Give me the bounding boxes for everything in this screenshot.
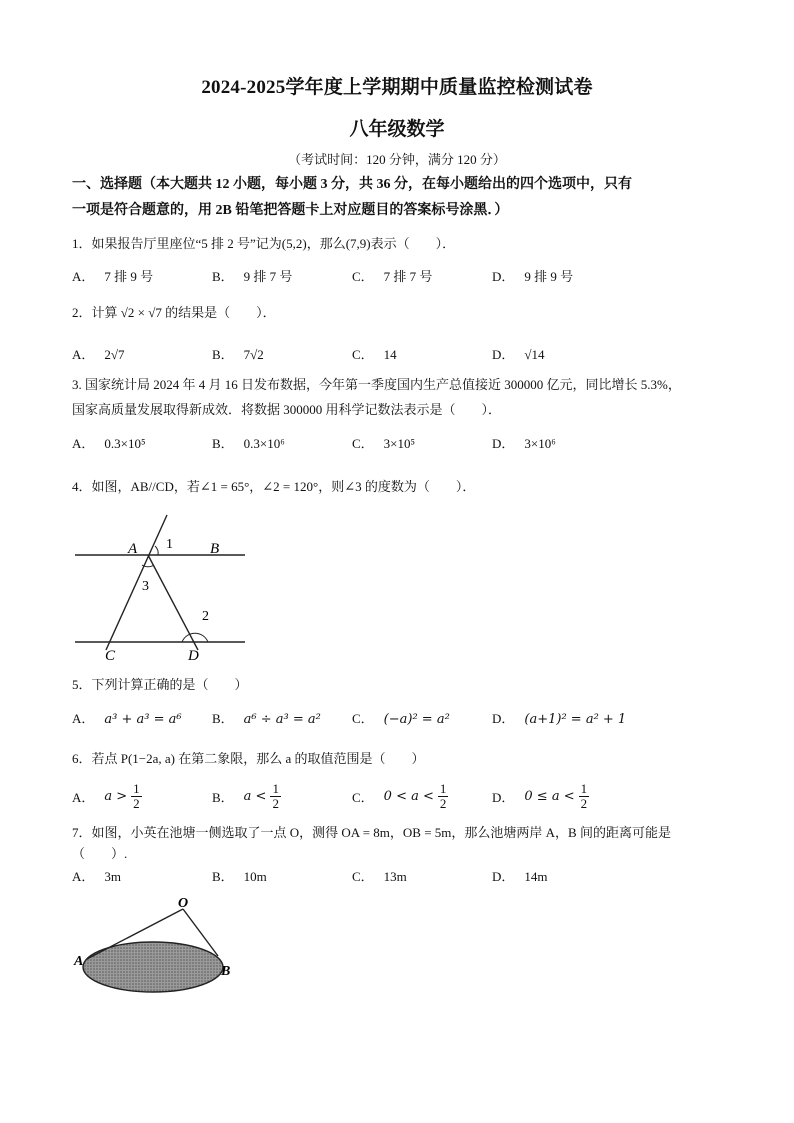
q3-option-a: A． 0.3×10⁵	[72, 436, 146, 451]
question-1-stem: 1．如果报告厅里座位“5 排 2 号”记为(5,2)，那么(7,9)表示（ ）．	[72, 236, 456, 251]
exam-time-note: （考试时间：120 分钟，满分 120 分）	[288, 152, 506, 167]
q6a-fraction: 1 2	[133, 781, 140, 811]
section-heading: 一、选择题（本大题共 12 小题，每小题 3 分，共 36 分，在每小题给出的四个选项中，只有	[72, 177, 632, 192]
question-6-stem: 6．若点 P(1−2a, a) 在第二象限，那么 a 的取值范围是（ ）	[72, 751, 425, 766]
q7-label-o: O	[178, 896, 189, 911]
q2-option-b: B． 7√2	[212, 347, 264, 362]
q4-label-angle3: 3	[142, 579, 149, 594]
q2-option-c: C． 14	[352, 347, 397, 362]
q7-figure-pond	[72, 893, 242, 1003]
q7-option-c: C． 13m	[352, 869, 407, 884]
q5-option-a: A． a³ + a³ = a⁶	[72, 711, 182, 727]
q6c-fraction: 1 2	[439, 781, 447, 811]
q4-label-angle1: 1	[166, 537, 173, 552]
q6-option-c: C． 0 < a < 1 2	[352, 781, 447, 811]
q2-option-d: D． √14	[492, 347, 545, 362]
q6-option-b: B． a < 1 2	[212, 781, 279, 811]
q4-label-a: A	[128, 541, 138, 557]
q7-label-b: B	[221, 964, 231, 979]
exam-title: 2024-2025学年度上学期期中质量监控检测试卷	[201, 77, 593, 98]
q4-label-b: B	[210, 541, 220, 557]
question-3-stem-cont: 国家高质量发展取得新成效．将数据 300000 用科学记数法表示是（ ）．	[72, 402, 502, 417]
question-2-stem: 2．计算 √2 × √7 的结果是（ ）．	[72, 305, 276, 320]
question-3-stem: 3. 国家统计局 2024 年 4 月 16 日发布数据，今年第一季度国内生产总值接近 300000 亿元，同比增长 5.3%，	[72, 377, 681, 392]
q6-option-d: D． 0 ≤ a < 1 2	[492, 781, 588, 811]
q6b-fraction: 1 2	[272, 781, 279, 811]
q5-option-b: B． a⁶ ÷ a³ = a²	[212, 711, 321, 727]
q4-label-d: D	[188, 648, 199, 664]
q3-option-b: B． 0.3×10⁶	[212, 436, 285, 451]
q7-option-a: A． 3m	[72, 869, 122, 884]
q1-option-d: D． 9 排 9 号	[492, 269, 574, 284]
q3-option-c: C． 3×10⁵	[352, 436, 416, 451]
q2-option-a: A． 2√7	[72, 347, 125, 362]
question-7-stem: 7．如图，小英在池塘一侧选取了一点 O，测得 OA = 8m，OB = 5m，那么池塘两岸 A，B 间的距离可能是	[72, 825, 671, 840]
q7-label-a: A	[74, 954, 84, 969]
q4-label-angle2: 2	[202, 609, 209, 624]
q1-option-c: C． 7 排 7 号	[352, 269, 433, 284]
q7-option-b: B． 10m	[212, 869, 267, 884]
q1-option-a: A． 7 排 9 号	[72, 269, 154, 284]
q7-option-d: D． 14m	[492, 869, 548, 884]
q4-figure-parallel-lines	[70, 510, 250, 665]
q4-label-c: C	[105, 648, 116, 664]
section-heading-cont: 一项是符合题意的，用 2B 铅笔把答题卡上对应题目的答案标号涂黑．）	[72, 203, 509, 218]
q5-option-d: D． (a+1)² = a² + 1	[492, 711, 627, 727]
question-5-stem: 5．下列计算正确的是（ ）	[72, 677, 248, 692]
q6d-fraction: 1 2	[580, 781, 588, 811]
question-7-stem-cont: （ ）.	[72, 846, 128, 861]
q3-option-d: D． 3×10⁶	[492, 436, 556, 451]
q1-option-b: B． 9 排 7 号	[212, 269, 293, 284]
q5-option-c: C． (−a)² = a²	[352, 711, 450, 727]
exam-subtitle: 八年级数学	[349, 119, 445, 140]
question-4-stem: 4．如图，AB//CD，若∠1 = 65°，∠2 = 120°，则∠3 的度数为（ ）．	[72, 479, 476, 494]
q6-option-a: A． a > 1 2	[72, 781, 140, 811]
